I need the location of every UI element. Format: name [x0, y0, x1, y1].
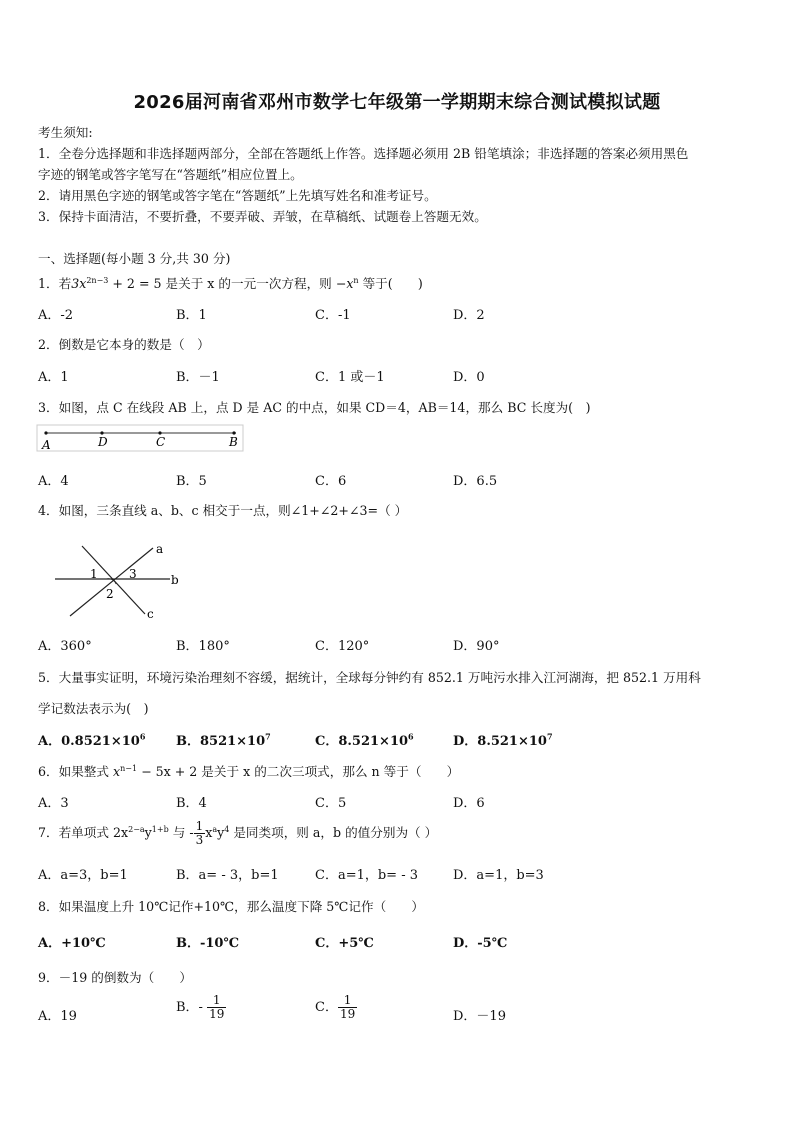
- option-b: B．a= - 3，b=1: [176, 868, 279, 883]
- page-title: 2026届河南省邓州市数学七年级第一学期期末综合测试模拟试题: [133, 92, 661, 113]
- option-d: D．－19: [453, 1009, 506, 1024]
- section-heading: 一、选择题(每小题 3 分,共 30 分): [38, 251, 231, 266]
- option-b: B．$8521\times 10^7$: [176, 731, 271, 749]
- notice-item: 字迹的钢笔或答字笔写在“答题纸”相应位置上。: [38, 167, 303, 182]
- option-b: B．4: [176, 796, 207, 811]
- question-5: 5．大量事实证明，环境污染治理刻不容缓，据统计，全球每分钟约有 852.1 万吨污水排入江河湖海，把 852.1 万用科: [38, 670, 701, 685]
- angle-label-3: 3: [129, 567, 137, 581]
- notice-item: 1．全卷分选择题和非选择题两部分，全部在答题纸上作答。选择题必须用 2B 铅笔填涂；非选择题的答案必须用黑色: [38, 146, 689, 161]
- angle-label-1: 1: [90, 567, 98, 581]
- question-2: 2．倒数是它本身的数是（ ）: [38, 337, 210, 352]
- question-9: 9．－19 的倒数为（ ）: [38, 970, 192, 985]
- point-label: D: [98, 435, 108, 449]
- option-a: A．1: [38, 370, 69, 385]
- option-a: A．3: [38, 796, 69, 811]
- question-6: 6．如果整式 $x^{n-1} - 5x + 2$ 是关于 x 的二次三项式，那么 n 等于（ ）: [38, 763, 460, 779]
- point-label: B: [229, 435, 238, 449]
- option-d: D．$8.521\times 10^7$: [453, 731, 553, 749]
- option-d: D．6: [453, 796, 485, 811]
- option-b: B．- $\frac{1}{19}$: [176, 993, 225, 1021]
- option-a: A．360°: [38, 639, 92, 654]
- option-c: C．120°: [315, 639, 370, 654]
- line-label-a: a: [156, 542, 164, 556]
- fraction: $\frac{1}{19}$: [339, 993, 356, 1021]
- line-label-c: c: [147, 607, 154, 621]
- option-c: C．5: [315, 796, 347, 811]
- option-c: C．-1: [315, 308, 351, 323]
- intersecting-lines-figure: [50, 538, 190, 622]
- point-label: C: [156, 435, 166, 449]
- option-c: C．+5℃: [315, 936, 374, 951]
- option-b: B．5: [176, 474, 207, 489]
- line-segment-figure: [36, 424, 246, 454]
- option-a: A．4: [38, 474, 69, 489]
- option-a: A．-2: [38, 308, 74, 323]
- option-d: D．-5℃: [453, 936, 508, 951]
- option-b: B．-10℃: [176, 936, 240, 951]
- question-3: 3．如图，点 C 在线段 AB 上，点 D 是 AC 的中点，如果 CD＝4，AB＝14，那么 BC 长度为( ): [38, 400, 591, 415]
- option-b: B．－1: [176, 370, 220, 385]
- notice-item: 3．保持卡面清洁，不要折叠，不要弄破、弄皱，在草稿纸、试题卷上答题无效。: [38, 209, 487, 224]
- question-8: 8．如果温度上升 10℃记作+10℃，那么温度下降 5℃记作（ ）: [38, 899, 424, 914]
- option-d: D．a=1，b=3: [453, 868, 544, 883]
- question-1: 1．若$3x^{2n-3} + 2 = 5$ 是关于 x 的一元一次方程，则 $-x^n$ 等于( ): [38, 275, 423, 291]
- option-c: C． $\frac{1}{19}$: [315, 993, 356, 1021]
- angle-label-2: 2: [106, 587, 114, 601]
- question-4: 4．如图，三条直线 a、b、c 相交于一点，则∠1+∠2+∠3=（ ）: [38, 503, 408, 518]
- option-c: C．a=1，b= - 3: [315, 868, 419, 883]
- option-d: D．6.5: [453, 474, 498, 489]
- fraction: $\frac{1}{19}$: [209, 993, 225, 1021]
- option-a: A．19: [38, 1009, 77, 1024]
- option-c: C．1 或－1: [315, 370, 385, 385]
- point-label: A: [42, 438, 51, 452]
- line-label-b: b: [171, 573, 179, 587]
- question-5-cont: 学记数法表示为( ): [38, 701, 149, 716]
- option-c: C．$8.521\times 10^6$: [315, 731, 414, 749]
- option-a: A．$0.8521\times 10^6$: [38, 731, 146, 749]
- option-b: B．1: [176, 308, 207, 323]
- question-7: 7．若单项式 $2x^{2-a}y^{1+b}$ 与 - $\frac{1}{3}$ $x^ay^4$ 是同类项，则 a，b 的值分别为（ ）: [38, 819, 438, 847]
- option-d: D．2: [453, 308, 485, 323]
- option-c: C．6: [315, 474, 347, 489]
- option-b: B．180°: [176, 639, 230, 654]
- option-d: D．0: [453, 370, 485, 385]
- option-a: A．a=3，b=1: [38, 868, 128, 883]
- option-d: D．90°: [453, 639, 500, 654]
- notice-item: 2．请用黑色字迹的钢笔或答字笔在“答题纸”上先填写姓名和准考证号。: [38, 188, 437, 203]
- fraction: $\frac{1}{3}$: [195, 819, 204, 847]
- option-a: A．+10℃: [38, 936, 106, 951]
- notice-heading: 考生须知:: [38, 125, 93, 140]
